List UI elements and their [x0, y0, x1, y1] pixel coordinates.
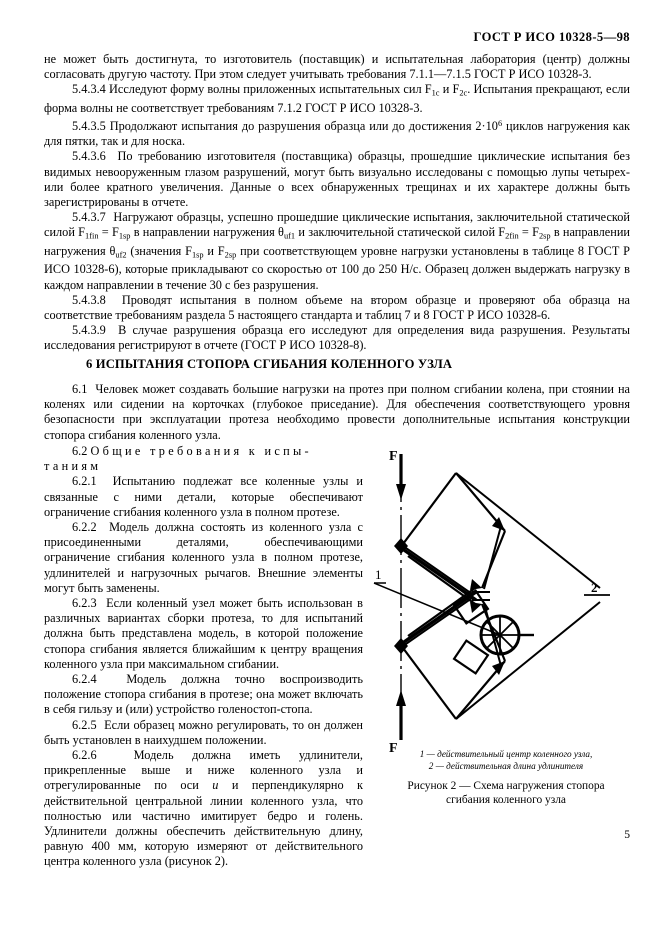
lower-extender-edge-left: [403, 648, 456, 719]
callout-label-2: 2: [591, 580, 598, 595]
clause-text-a: Модель должна иметь удлинители, прикрепленные выше и ниже коленного узла и отрегулированные по оси: [44, 748, 364, 793]
dimension-lower-line: [456, 602, 600, 719]
clause-text-spaced-a: Общие требования к испы-: [90, 444, 312, 458]
paragraph-6-2-2: [44, 520, 363, 596]
clause-text-a: Продолжают испытания до разрушения образца или до достижения 2·10: [109, 118, 498, 133]
page-number: 5: [624, 828, 630, 841]
paragraph-5-4-3-9: [44, 323, 630, 353]
body-text-top: [44, 52, 630, 354]
paragraph-6-2-5: [44, 718, 363, 748]
clause-number: 6.2.2: [72, 520, 97, 535]
dimension-upper-line: [456, 473, 600, 588]
clause-text-b: и F: [439, 82, 460, 97]
clause-text-d: и заключительной статической силой F: [295, 225, 506, 240]
clause-text-b: и перпендикулярно к действительной центральной линии коленного узла, что полностью или частично имитирует бедро и голень. Удлинители должны обеспечить действительную длину, равную 400 мм, которую измеряют от действительного центра коленного узла (рисунок 2).: [44, 778, 363, 869]
paragraph-continuation: не может быть достигнута, то изготовитель (поставщик) и испытательная лаборатория (центр) должны согласовать другую частоту. При этом следует учитывать требования 7.1.1—7.1.5 ГОСТ Р ИСО 10328-3.: [44, 52, 630, 82]
figure-2-knee-flexion-stop-loading-diagram: [372, 440, 640, 760]
paragraph-5-4-3-7: [44, 210, 630, 293]
subscript-2fin: 2fin: [505, 231, 519, 241]
figure-caption: [372, 779, 640, 807]
left-column: [44, 444, 363, 870]
paragraph-5-4-3-5: [44, 116, 630, 149]
section-heading-6: 6 ИСПЫТАНИЯ СТОПОРА СГИБАНИЯ КОЛЕННОГО УЗЛА: [86, 357, 453, 371]
clause-text: Если коленный узел может быть использован в различных вариантах сборки протеза, то для испытаний должна быть представлена модель, в которой положение стопора сгибания является ближайшим к центру вращения коленного узла при максимальном сгибании.: [44, 596, 363, 671]
clause-number: 6.1: [72, 382, 88, 396]
clause-text-b: = F: [98, 225, 119, 240]
body-text-6-1: [44, 382, 630, 443]
paragraph-6-2-6: [44, 748, 363, 870]
upper-extender-edge-left: [403, 473, 456, 544]
subscript-2sp-2: 2sp: [224, 250, 237, 260]
clause-number: 5.4.3.8: [72, 292, 106, 307]
clause-text-e: = F: [518, 225, 539, 240]
clause-number: 5.4.3.9: [72, 323, 106, 338]
clause-text-b: циклов нагружения как для пятки, так и для носка.: [44, 118, 630, 149]
clause-text: Проводят испытания в полном объеме на втором образце и проверяют оба образца на соответствие требованиям раздела 5 настоящего стандарта и таблиц 7 и 8 ГОСТ Р ИСО 10328-6.: [44, 292, 630, 323]
key-number-2: 2: [428, 761, 434, 772]
upper-strut: [484, 526, 501, 589]
clause-number: 6.2: [72, 444, 88, 458]
force-label-top: F: [389, 449, 398, 464]
clause-text: Если образец можно регулировать, то он должен быть установлен в наихудшем положении.: [44, 717, 363, 747]
clause-text: По требованию изготовителя (поставщика) образцы, прошедшие циклические испытания без видимых невооруженным глазом разрушений, могут быть визуально исследованы с помощью лупы четырех- или более кратного увеличения. Данные о всех обнаруженных трещинах и их характере должны быть зарегистрированы в отчете.: [44, 149, 630, 209]
paragraph-6-2-1: [44, 474, 363, 520]
figure-caption-line-2: сгибания коленного узла: [446, 794, 566, 806]
clause-text-h: и F: [203, 243, 225, 258]
clause-text-a: Нагружают образцы, успешно прошедшие циклические испытания, заключительной статической силой F: [44, 210, 630, 240]
paragraph-6-2-3: [44, 596, 363, 672]
clause-number: 5.4.3.6: [72, 149, 106, 164]
page-header: ГОСТ Р ИСО 10328-5—98: [473, 30, 630, 44]
paragraph-6-2-4: [44, 672, 363, 718]
upper-rail-outer: [404, 550, 476, 600]
subscript-1sp-2: 1sp: [191, 250, 204, 260]
key-text-1: — действительный центр коленного узла,: [424, 749, 593, 759]
figure-key-line-1: [372, 748, 640, 760]
subscript-uf2: uf2: [115, 250, 127, 260]
clause-text: В случае разрушения образца его исследуют для определения вида разрушения. Результаты исследования регистрируют в отчете (ГОСТ Р ИСО 10328-8).: [44, 323, 630, 353]
subscript-1fin: 1fin: [85, 231, 99, 241]
subscript-uf1: uf1: [283, 231, 296, 241]
lower-rail-edge: [403, 598, 472, 646]
clause-number: 6.2.4: [72, 672, 97, 687]
clause-text-c: . Испытания прекращают, если форма волны не соответствует требованиям 7.1.2 ГОСТ Р ИСО 10328-3.: [44, 82, 630, 115]
callout-1-leader: [374, 583, 500, 635]
figure-key-line-2: [372, 760, 640, 772]
arrowhead-lower-inner: [470, 602, 482, 613]
clause-text-spaced-b: таниям: [44, 459, 102, 474]
clause-number: 6.2.6: [72, 748, 97, 763]
figure-svg: [372, 440, 640, 760]
clause-number: 6.2.3: [72, 596, 97, 611]
upper-rail-edge: [403, 546, 472, 594]
subscript-1sp: 1sp: [118, 231, 131, 241]
clause-number: 6.2.1: [72, 474, 97, 489]
clause-number: 5.4.3.7: [72, 210, 106, 225]
clause-text-f: в направлении нагружения θ: [44, 225, 630, 258]
paragraph-5-4-3-8: [44, 293, 630, 323]
figure-key: [372, 748, 640, 773]
subscript-2c: 2c: [459, 88, 468, 98]
clause-text: Испытанию подлежат все коленные узлы и связанные с ними детали, которые обеспечивают ограничение сгибания коленного узла в полном протезе.: [44, 474, 363, 519]
clause-number: 5.4.3.5: [72, 118, 106, 133]
subscript-1c: 1c: [431, 88, 440, 98]
upper-extender-edge-right: [482, 531, 505, 588]
arrowhead-upper-inner: [470, 579, 482, 590]
clause-number: 6.2.5: [72, 717, 97, 732]
force-arrow-top-head: [396, 484, 406, 500]
force-label-bottom: F: [389, 741, 398, 756]
key-number-1: 1: [419, 749, 425, 759]
key-text-2: — действительная длина удлинителя: [433, 761, 584, 772]
axis-symbol-u: и: [212, 778, 219, 793]
paragraph-6-1: [44, 382, 630, 443]
force-arrow-bottom-head: [396, 690, 406, 706]
clause-text: Модель должна точно воспроизводить положение стопора сгибания в протезе; она может включать в себя гильзу и (или) устройство голеностоп-стопа.: [44, 672, 363, 717]
clause-text: Человек может создавать большие нагрузки на протез при полном сгибании колена, при стоянии на коленях или сидении на корточках (глубокое приседание). Для обеспечения соответствующего уровня безопасности при эксплуатации протеза необходимо провести дополнительные испытания конструкции стопора сгибания коленного узла.: [44, 382, 630, 442]
subscript-2sp: 2sp: [538, 231, 551, 241]
clause-number: 5.4.3.4: [72, 82, 106, 97]
callout-label-1: 1: [375, 567, 382, 582]
paragraph-5-4-3-4: [44, 82, 630, 116]
clause-text-g: (значения F: [126, 243, 192, 258]
paragraph-5-4-3-6: [44, 149, 630, 210]
clause-text-c: в направлении нагружения θ: [130, 225, 284, 240]
clause-text-a: Исследуют форму волны приложенных испытательных сил F: [109, 82, 432, 97]
clause-text-i: при соответствующем уровне нагрузки установлены в таблице 8 ГОСТ Р ИСО 10328-6), которые прикладывают со скоростью от 100 до 250 Н/с. Образец должен выдержать нагрузку в каждом направлении в течение 30 с без разрушения.: [44, 243, 630, 292]
superscript-6: 6: [497, 119, 503, 129]
figure-caption-line-1: Рисунок 2 — Схема нагружения стопора: [407, 780, 605, 792]
clause-text: Модель должна состоять из коленного узла с присоединенными деталями, обеспечивающими ограничение сгибания коленного узла в полном протезе, удлинителей и нагрузочных рычагов. Внешние элементы могут быть заменены.: [44, 520, 363, 595]
paragraph-6-2: [44, 444, 363, 474]
